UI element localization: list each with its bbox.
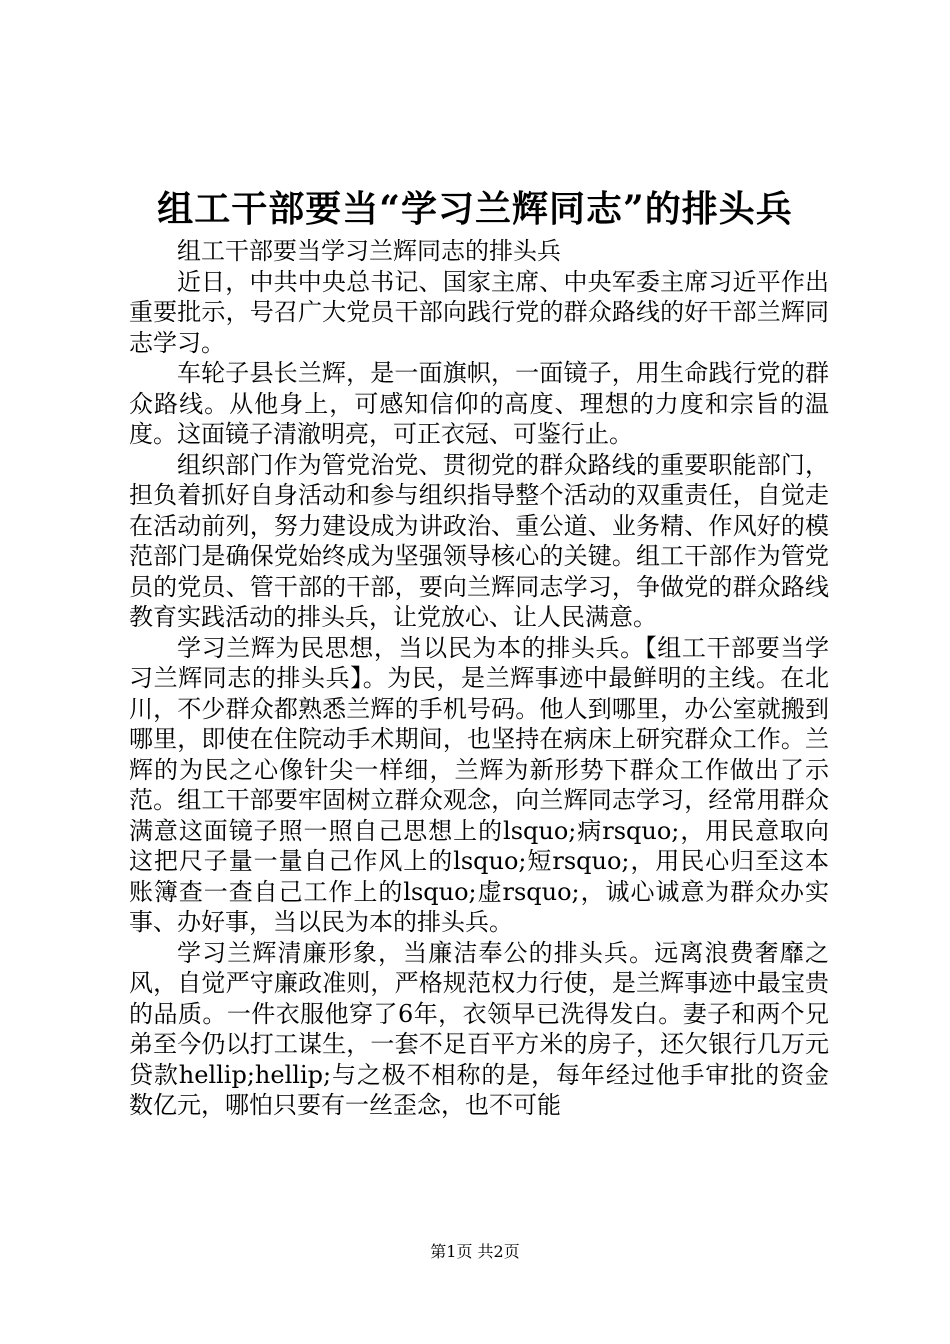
paragraph-subtitle: 组工干部要当学习兰辉同志的排头兵 — [177, 237, 561, 265]
paragraph-intro: 近日，中共中央总书记、国家主席、中央军委主席习近平作出重要批示，号召广大党员干部向践行党的群众路线的好干部兰辉同志学习。 — [129, 267, 829, 357]
page-footer: 第1页 共2页 — [430, 1242, 520, 1261]
paragraph-organization: 组织部门作为管党治党、贯彻党的群众路线的重要职能部门，担负着抓好自身活动和参与组织指导整个活动的双重责任，自觉走在活动前列，努力建设成为讲政治、重公道、业务精、作风好的模范部门是确保党始终成为坚强领导核心的关键。组工干部作为管党员的党员、管干部的干部，要向兰辉同志学习，争做党的群众路线教育实践活动的排头兵，让党放心、让人民满意。 — [129, 450, 829, 631]
paragraph-mirror: 车轮子县长兰辉，是一面旗帜，一面镜子，用生命践行党的群众路线。从他身上，可感知信仰的高度、理想的力度和宗旨的温度。这面镜子清澈明亮，可正衣冠、可鉴行止。 — [129, 359, 829, 448]
document-title: 组工干部要当“学习兰辉同志”的排头兵 — [157, 188, 793, 230]
document-body — [129, 236, 829, 1121]
paragraph-integrity: 学习兰辉清廉形象，当廉洁奉公的排头兵。远离浪费奢靡之风，自觉严守廉政准则，严格规范权力行使，是兰辉事迹中最宝贵的品质。一件衣服他穿了6年，衣领早已洗得发白。妻子和两个兄弟至今仍以打工谋生，一套不足百平方米的房子，还欠银行几万元贷款hellip;hellip;与之极不相称的是，每年经过他手审批的资金数亿元，哪怕只要有一丝歪念，也不可能 — [129, 938, 829, 1119]
paragraph-for-people: 学习兰辉为民思想，当以民为本的排头兵。【组工干部要当学习兰辉同志的排头兵】。为民，是兰辉事迹中最鲜明的主线。在北川，不少群众都熟悉兰辉的手机号码。他人到哪里，办公室就搬到哪里，即使在住院动手术期间，也坚持在病床上研究群众工作。兰辉的为民之心像针尖一样细，兰辉为新形势下群众工作做出了示范。组工干部要牢固树立群众观念，向兰辉同志学习，经常用群众满意这面镜子照一照自己思想上的lsquo;病rsquo;，用民意取向这把尺子量一量自己作风上的lsquo;短rsquo;，用民心归至这本账簿查一查自己工作上的lsquo;虚rsquo;，诚心诚意为群众办实事、办好事，当以民为本的排头兵。 — [129, 633, 829, 936]
